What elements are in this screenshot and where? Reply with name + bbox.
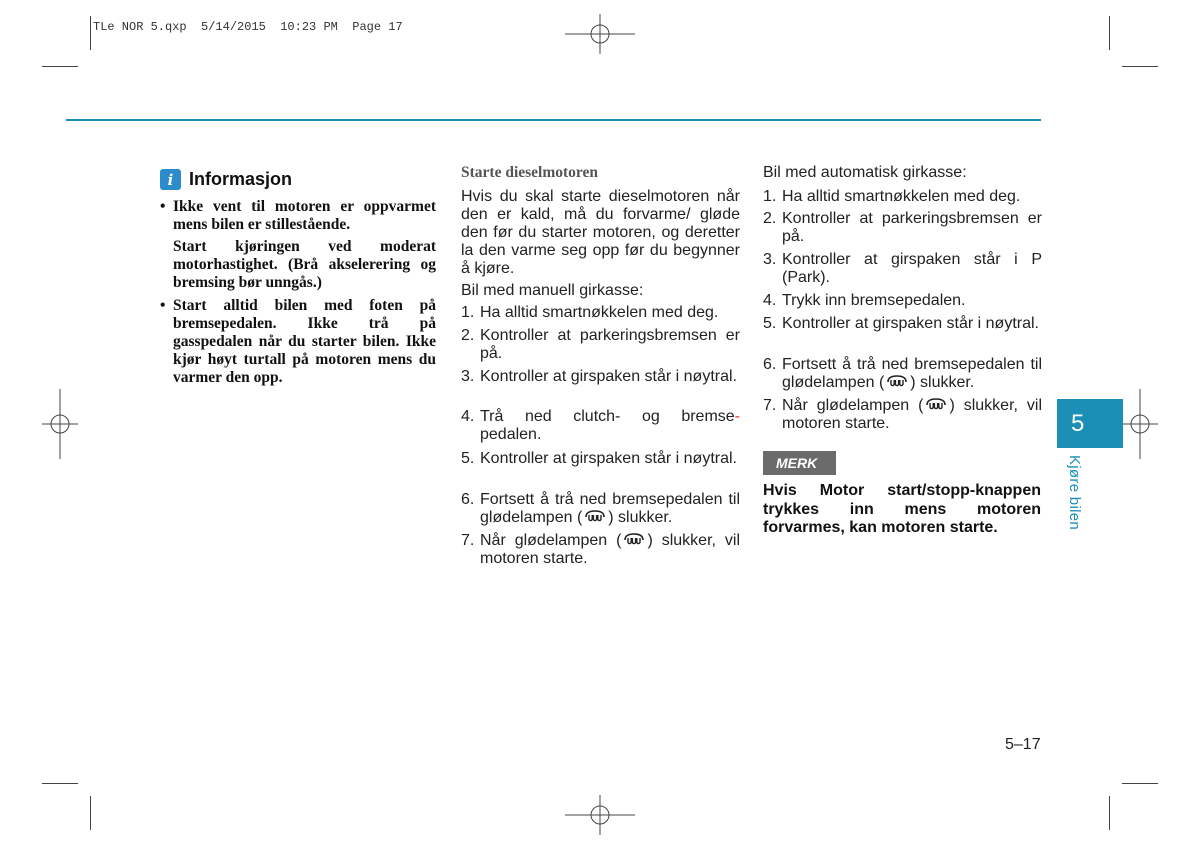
registration-mark-right bbox=[1122, 389, 1158, 459]
header-rule bbox=[66, 119, 1041, 121]
info-bullet-1 bbox=[160, 198, 436, 291]
chapter-number: 5 bbox=[1071, 409, 1085, 437]
step-number: 5. bbox=[763, 315, 777, 332]
step-text-b: ) slukker, vil motoren starte. bbox=[480, 532, 740, 567]
step-text-b: ) slukker, vil motoren starte. bbox=[782, 397, 1042, 432]
manual-step-2 bbox=[461, 327, 740, 365]
step-text: Trykk inn bremsepedalen. bbox=[782, 292, 966, 309]
bullet-dot: • bbox=[160, 198, 166, 215]
step-number: 6. bbox=[461, 491, 475, 508]
step-text bbox=[480, 491, 740, 527]
auto-step-5 bbox=[763, 315, 1042, 353]
manual-gearbox-heading: Bil med manuell girkasse: bbox=[461, 282, 644, 299]
info-heading bbox=[160, 169, 292, 190]
section-heading: Starte dieselmotoren bbox=[461, 164, 599, 181]
step-number: 3. bbox=[763, 251, 777, 268]
manual-step-1 bbox=[461, 304, 740, 324]
note-text: Hvis Motor start/stopp-knappen trykkes inn mens motoren forvarmes, kan motoren starte. bbox=[763, 482, 1041, 536]
info-bullet-2-text: Start alltid bilen med foten på bremsepedalen. Ikke trå på gasspedalen når du starter bilen. Ikke kjør høyt turtall på motoren mens du varmer den opp. bbox=[173, 297, 436, 386]
step-text: Kontroller at parkeringsbremsen er på. bbox=[782, 210, 1042, 245]
step-number: 2. bbox=[461, 327, 475, 344]
step-text-a: Fortsett å trå ned bremsepedalen til glødelampen ( bbox=[782, 356, 1042, 391]
registration-mark-bottom bbox=[565, 795, 635, 835]
auto-step-2 bbox=[763, 210, 1042, 248]
step-text-b: ) slukker. bbox=[608, 509, 673, 526]
info-bullet-1-text-b: Start kjøringen ved moderat motorhastighet. (Brå akselerering og bremsing bør unngås.) bbox=[173, 238, 436, 291]
auto-step-1 bbox=[763, 188, 1042, 208]
step-text-a: Når glødelampen ( bbox=[782, 397, 924, 414]
info-icon: i bbox=[160, 169, 181, 190]
step-text bbox=[782, 397, 1042, 433]
auto-step-3 bbox=[763, 251, 1042, 289]
intro-paragraph: Hvis du skal starte dieselmotoren når den er kald, må du forvarme/ gløde den før du starter motoren, og deretter la den varme seg opp før du begynner å kjøre. bbox=[461, 188, 740, 277]
glow-plug-indicator-icon bbox=[885, 375, 909, 389]
step-number: 4. bbox=[461, 408, 475, 425]
print-slug: TLe NOR 5.qxp 5/14/2015 10:23 PM Page 17 bbox=[93, 20, 403, 34]
manual-step-4 bbox=[461, 408, 740, 446]
step-number: 7. bbox=[461, 532, 475, 549]
step-text-a: Trå ned clutch- og bremse bbox=[480, 408, 735, 425]
page-number: 5–17 bbox=[1005, 736, 1041, 753]
automatic-gearbox-heading: Bil med automatisk girkasse: bbox=[763, 164, 967, 181]
manual-step-6 bbox=[461, 491, 740, 529]
step-text: Kontroller at parkeringsbremsen er på. bbox=[480, 327, 740, 362]
manual-step-5 bbox=[461, 450, 740, 488]
registration-mark-top bbox=[565, 14, 635, 54]
step-text-a: Fortsett å trå ned bremsepedalen til glødelampen ( bbox=[480, 491, 740, 526]
bullet-dot: • bbox=[160, 297, 166, 314]
manual-step-7 bbox=[461, 532, 740, 570]
step-number: 1. bbox=[763, 188, 777, 205]
auto-step-6 bbox=[763, 356, 1042, 394]
info-title: Informasjon bbox=[189, 169, 293, 189]
auto-step-7 bbox=[763, 397, 1042, 435]
chapter-title: Kjøre bilen bbox=[1066, 455, 1083, 530]
glow-plug-indicator-icon bbox=[583, 510, 607, 524]
glow-plug-indicator-icon bbox=[622, 533, 646, 547]
step-text: Ha alltid smartnøkkelen med deg. bbox=[480, 304, 719, 321]
step-number: 4. bbox=[763, 292, 777, 309]
info-bullet-1-text-a: Ikke vent til motoren er oppvarmet mens bilen er stillestående. bbox=[173, 198, 436, 233]
step-text bbox=[480, 408, 740, 444]
step-text: Kontroller at girspaken står i P (Park). bbox=[782, 251, 1042, 286]
step-number: 2. bbox=[763, 210, 777, 227]
step-text-a: Når glødelampen ( bbox=[480, 532, 622, 549]
glow-plug-indicator-icon bbox=[924, 398, 948, 412]
chapter-tab bbox=[1057, 399, 1123, 448]
step-text-b: pedalen. bbox=[480, 426, 542, 443]
auto-step-4 bbox=[763, 292, 1042, 312]
step-number: 7. bbox=[763, 397, 777, 414]
manual-step-3 bbox=[461, 368, 740, 406]
step-number: 1. bbox=[461, 304, 475, 321]
step-text: Kontroller at girspaken står i nøytral. bbox=[480, 450, 737, 467]
step-number: 6. bbox=[763, 356, 777, 373]
step-text: Ha alltid smartnøkkelen med deg. bbox=[782, 188, 1021, 205]
note-label: MERK bbox=[763, 451, 836, 475]
step-text: Kontroller at girspaken står i nøytral. bbox=[782, 315, 1039, 332]
step-text bbox=[480, 532, 740, 568]
step-text-b: ) slukker. bbox=[910, 374, 975, 391]
hyphen-mark: - bbox=[734, 408, 740, 425]
info-bullet-2 bbox=[160, 297, 436, 387]
registration-mark-left bbox=[42, 389, 78, 459]
step-number: 5. bbox=[461, 450, 475, 467]
step-text bbox=[782, 356, 1042, 392]
step-number: 3. bbox=[461, 368, 475, 385]
step-text: Kontroller at girspaken står i nøytral. bbox=[480, 368, 737, 385]
